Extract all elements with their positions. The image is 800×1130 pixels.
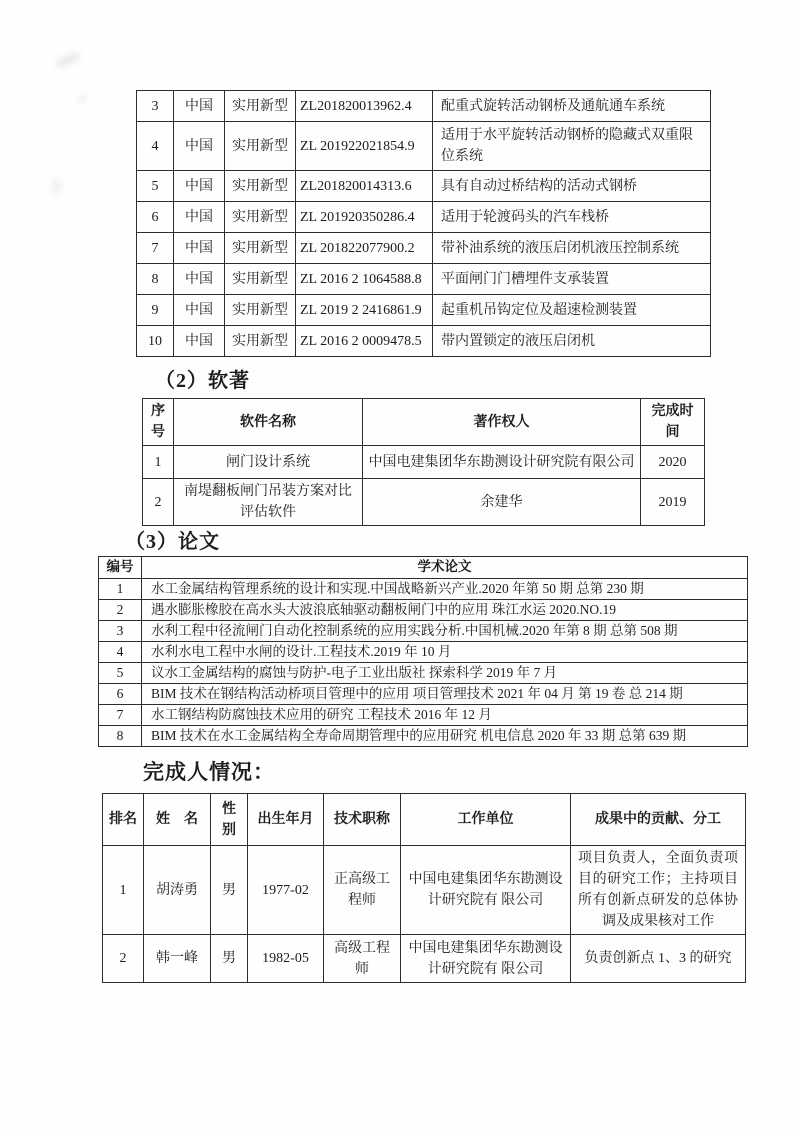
- column-header: 技术职称: [324, 794, 401, 846]
- column-header: 软件名称: [174, 399, 363, 446]
- software-table: [142, 398, 705, 526]
- column-header: 工作单位: [401, 794, 571, 846]
- table-cell: 适用于轮渡码头的汽车栈桥: [433, 202, 711, 233]
- table-cell: 实用新型: [225, 171, 296, 202]
- table-cell: 实用新型: [225, 326, 296, 357]
- table-cell: 10: [137, 326, 174, 357]
- table-row: [99, 726, 748, 747]
- people-table: [102, 793, 746, 983]
- table-cell: 遇水膨胀橡胶在高水头大波浪底轴驱动翻板闸门中的应用 珠江水运 2020.NO.19: [142, 600, 748, 621]
- table-cell: BIM 技术在钢结构活动桥项目管理中的应用 项目管理技术 2021 年 04 月 第 19 卷 总 214 期: [142, 684, 748, 705]
- table-row: [143, 446, 705, 479]
- scan-smudge: [52, 178, 62, 194]
- table-cell: 3: [99, 621, 142, 642]
- table-cell: 水工钢结构防腐蚀技术应用的研究 工程技术 2016 年 12 月: [142, 705, 748, 726]
- table-cell: 正高级工程师: [324, 846, 401, 935]
- table-row: [137, 202, 711, 233]
- table-row: [137, 91, 711, 122]
- table-cell: 6: [99, 684, 142, 705]
- column-header: 序号: [143, 399, 174, 446]
- table-row: [137, 326, 711, 357]
- table-cell: 1982-05: [248, 935, 324, 983]
- table-cell: 中国电建集团华东勘测设计研究院有限公司: [363, 446, 641, 479]
- column-header: 排名: [103, 794, 144, 846]
- table-row: [99, 663, 748, 684]
- table-cell: 1: [143, 446, 174, 479]
- papers-section-title: （3）论文: [125, 531, 220, 553]
- column-header: 编号: [99, 557, 142, 579]
- patents-table: [136, 90, 711, 357]
- table-row: [103, 846, 746, 935]
- table-cell: 2019: [641, 479, 705, 526]
- table-cell: 2: [143, 479, 174, 526]
- table-cell: 实用新型: [225, 264, 296, 295]
- table-cell: 高级工程师: [324, 935, 401, 983]
- scan-smudge: [54, 50, 82, 70]
- table-cell: 实用新型: [225, 202, 296, 233]
- table-cell: 9: [137, 295, 174, 326]
- table-row: [137, 295, 711, 326]
- table-row: [99, 642, 748, 663]
- table-cell: 具有自动过桥结构的活动式钢桥: [433, 171, 711, 202]
- table-cell: 男: [211, 935, 248, 983]
- table-cell: 中国: [174, 326, 225, 357]
- table-row: [99, 600, 748, 621]
- table-cell: 7: [99, 705, 142, 726]
- table-cell: 7: [137, 233, 174, 264]
- table-cell: 5: [137, 171, 174, 202]
- table-cell: 中国: [174, 233, 225, 264]
- table-cell: 1: [103, 846, 144, 935]
- column-header: 性别: [211, 794, 248, 846]
- table-cell: 南堤翻板闸门吊装方案对比评估软件: [174, 479, 363, 526]
- table-cell: ZL 201922021854.9: [296, 122, 433, 171]
- table-cell: 负责创新点 1、3 的研究: [571, 935, 746, 983]
- table-cell: 中国: [174, 264, 225, 295]
- table-cell: 中国: [174, 91, 225, 122]
- table-cell: 胡涛勇: [144, 846, 211, 935]
- table-row: [137, 122, 711, 171]
- table-cell: ZL201820013962.4: [296, 91, 433, 122]
- table-cell: 水利工程中径流闸门自动化控制系统的应用实践分析.中国机械.2020 年第 8 期 总第 508 期: [142, 621, 748, 642]
- table-cell: ZL 2016 2 1064588.8: [296, 264, 433, 295]
- table-cell: 8: [137, 264, 174, 295]
- table-cell: 中国: [174, 171, 225, 202]
- table-cell: 韩一峰: [144, 935, 211, 983]
- table-cell: 5: [99, 663, 142, 684]
- table-cell: ZL 201920350286.4: [296, 202, 433, 233]
- table-row: [99, 705, 748, 726]
- table-row: [137, 264, 711, 295]
- table-row: [143, 479, 705, 526]
- table-cell: ZL201820014313.6: [296, 171, 433, 202]
- column-header: 学术论文: [142, 557, 748, 579]
- table-cell: 水工金属结构管理系统的设计和实现.中国战略新兴产业.2020 年第 50 期 总第 230 期: [142, 579, 748, 600]
- papers-table: [98, 556, 748, 747]
- table-cell: 起重机吊钩定位及超速检测装置: [433, 295, 711, 326]
- table-row: [99, 621, 748, 642]
- table-cell: 余建华: [363, 479, 641, 526]
- scan-smudge: [78, 95, 86, 103]
- table-cell: 实用新型: [225, 122, 296, 171]
- table-row: [99, 684, 748, 705]
- table-cell: 配重式旋转活动钢桥及通航通车系统: [433, 91, 711, 122]
- table-cell: 中国: [174, 202, 225, 233]
- column-header: 成果中的贡献、分工: [571, 794, 746, 846]
- table-cell: 6: [137, 202, 174, 233]
- table-cell: 议水工金属结构的腐蚀与防护-电子工业出版社 探索科学 2019 年 7 月: [142, 663, 748, 684]
- table-row: [137, 233, 711, 264]
- table-cell: 2020: [641, 446, 705, 479]
- column-header: 出生年月: [248, 794, 324, 846]
- table-cell: 中国: [174, 295, 225, 326]
- table-cell: ZL 201822077900.2: [296, 233, 433, 264]
- table-cell: 1: [99, 579, 142, 600]
- table-cell: 1977-02: [248, 846, 324, 935]
- table-cell: 4: [137, 122, 174, 171]
- table-cell: 带补油系统的液压启闭机液压控制系统: [433, 233, 711, 264]
- table-cell: 实用新型: [225, 295, 296, 326]
- table-cell: 实用新型: [225, 233, 296, 264]
- column-header: 完成时间: [641, 399, 705, 446]
- table-cell: 适用于水平旋转活动钢桥的隐藏式双重限位系统: [433, 122, 711, 171]
- table-row: [137, 171, 711, 202]
- column-header: 著作权人: [363, 399, 641, 446]
- table-row: [103, 935, 746, 983]
- table-cell: 2: [99, 600, 142, 621]
- table-cell: BIM 技术在水工金属结构全寿命周期管理中的应用研究 机电信息 2020 年 33 期 总第 639 期: [142, 726, 748, 747]
- table-cell: 男: [211, 846, 248, 935]
- table-cell: 3: [137, 91, 174, 122]
- people-section-title: 完成人情况：: [143, 760, 275, 784]
- table-row: [99, 579, 748, 600]
- table-cell: ZL 2016 2 0009478.5: [296, 326, 433, 357]
- table-cell: ZL 2019 2 2416861.9: [296, 295, 433, 326]
- table-cell: 项目负责人，全面负责项目的研究工作；主持项目所有创新点研发的总体协调及成果核对工作: [571, 846, 746, 935]
- table-cell: 中国电建集团华东勘测设计研究院有 限公司: [401, 935, 571, 983]
- table-cell: 4: [99, 642, 142, 663]
- table-cell: 8: [99, 726, 142, 747]
- table-cell: 2: [103, 935, 144, 983]
- software-section-title: （2）软著: [155, 370, 250, 392]
- table-cell: 带内置锁定的液压启闭机: [433, 326, 711, 357]
- table-cell: 实用新型: [225, 91, 296, 122]
- table-cell: 水利水电工程中水闸的设计.工程技术.2019 年 10 月: [142, 642, 748, 663]
- table-cell: 中国: [174, 122, 225, 171]
- column-header: 姓 名: [144, 794, 211, 846]
- table-cell: 平面闸门门槽埋件支承装置: [433, 264, 711, 295]
- table-cell: 闸门设计系统: [174, 446, 363, 479]
- table-cell: 中国电建集团华东勘测设计研究院有 限公司: [401, 846, 571, 935]
